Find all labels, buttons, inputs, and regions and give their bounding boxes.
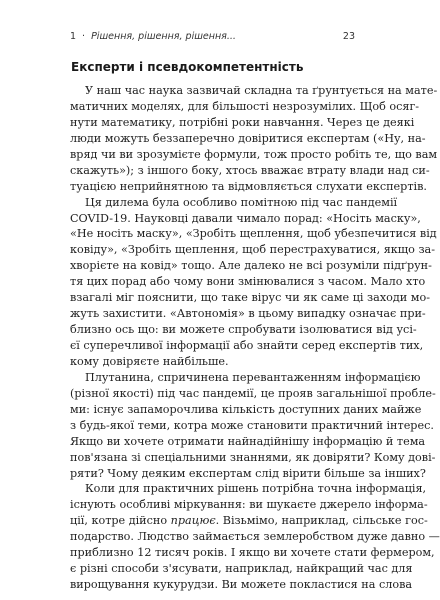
text-line: єї суперечливої інформації або знайти серед експертів тих, — [70, 339, 424, 352]
text-line: тя цих порад або чому вони змінювалися з часом. Мало хто — [70, 275, 426, 289]
text-line: У наш час наука зазвичай складна та ґрунтується на мате- — [85, 84, 438, 97]
text-line: Ця дилема була особливо помітною під час пандемії — [85, 195, 398, 209]
text-line: близно ось що: ви можете спробувати ізолюватися від усі- — [70, 323, 417, 337]
text-line: (різної якості) під час пандемії, це прояв загальнішої пробле- — [70, 386, 436, 400]
running-title: Рішення, рішення, рішення... — [91, 31, 236, 42]
text-line: люди можуть беззаперечно довіритися експертам («Ну, на- — [70, 131, 426, 145]
chapter-number: 1 — [70, 31, 77, 42]
text-line: ми: існує запаморочлива кількість доступних даних майже — [70, 402, 422, 416]
text-line: ції, котре дійсно працює. Візьмімо, наприклад, сільське гос- — [70, 514, 428, 528]
text-line: хворієте на ковід» тощо. Але далеко не всі розуміли підґрун- — [70, 259, 432, 273]
text-line: приблизно 12 тисяч років. І якщо ви хочете стати фермером, — [70, 546, 435, 560]
text-line: існують особливі міркування: ви шукаєте джерело інформа- — [70, 498, 428, 512]
text-line: пов'язана зі спеціальними знаннями, як довіряти? Кому дові- — [70, 450, 436, 464]
text-line: «Не носіть маску», «Зробіть щеплення, щоб убезпечитися від — [70, 227, 437, 241]
text-line: нути математику, потрібні роки навчання. Через це деякі — [70, 115, 415, 129]
text-line: кому довіряєте найбільше. — [70, 354, 229, 368]
section-heading: Експерти і псевдокомпетентність — [71, 60, 304, 74]
text-line: жуть захистити. «Автономія» в цьому випадку означає при- — [70, 307, 426, 321]
text-line: взагалі міг пояснити, що таке вірус чи як саме ці заходи мо- — [70, 291, 430, 305]
text-line: ряти? Чому деяким експертам слід вірити більше за інших? — [70, 466, 426, 480]
text-line: матичних моделях, для більшості незрозумілих. Щоб осяг- — [70, 99, 420, 113]
text-line: вряд чи ви зрозумієте формули, тож просто робіть те, що вам — [70, 147, 438, 161]
text-line: вирощування кукурудзи. Ви можете покластися на слова — [70, 578, 413, 592]
text-line: ковіду», «Зробіть щеплення, щоб перестрахуватися, якщо за- — [70, 243, 435, 257]
text-line: з будь-якої теми, котра може становити практичний інтерес. — [70, 418, 434, 432]
text-line: COVID-19. Науковці давали чимало порад: «Носіть маску», — [70, 211, 421, 225]
running-header — [70, 31, 236, 42]
text-line: подарство. Людство займається землеробством дуже давно — — [70, 530, 440, 544]
page-number: 23 — [342, 31, 355, 42]
text-line: Плутанина, спричинена перевантаженням інформацією — [85, 370, 421, 384]
text-line: Коли для практичних рішень потрібна точна інформація, — [85, 482, 427, 496]
text-line: Якщо ви хочете отримати найнадійнішу інформацію й тема — [70, 434, 426, 448]
text-line: туацією неприйнятною та відмовляється слухати експертів. — [70, 179, 427, 193]
text-line: є різні способи з'ясувати, наприклад, найкращий час для — [70, 562, 413, 576]
body-text — [70, 83, 440, 593]
text-line: скажуть»); з іншого боку, хтось вважає втрату влади над си- — [70, 163, 430, 177]
header-separator: · — [82, 31, 86, 42]
